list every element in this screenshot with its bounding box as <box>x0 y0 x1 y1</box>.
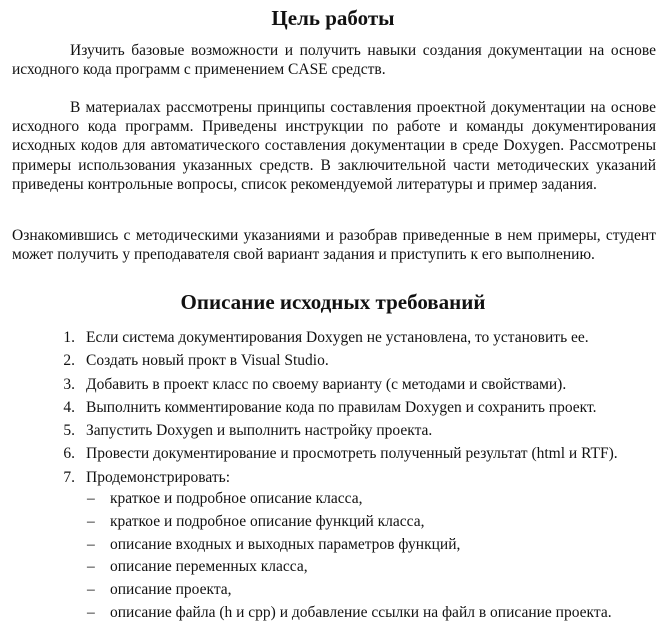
dash-bullet: – <box>87 558 95 576</box>
list-item-text: Если система документирования Doxygen не установлена, то установить ее. <box>86 329 589 346</box>
list-item-number: 4. <box>63 398 75 416</box>
sublist-item-text: описание входных и выходных параметров функций, <box>110 535 461 553</box>
list-item-text: Провести документирование и просмотреть полученный результат (html и RTF). <box>86 445 618 463</box>
list-item-number: 2. <box>63 352 75 370</box>
dash-bullet: – <box>87 490 95 507</box>
list-item <box>0 352 666 375</box>
list-item-number: 1. <box>63 329 75 346</box>
list-item-text: Создать новый прокт в Visual Studio. <box>86 352 329 370</box>
section-title-requirements: Описание исходных требований <box>180 290 486 314</box>
list-item <box>0 422 666 445</box>
list-item-number: 7. <box>63 468 75 486</box>
dash-bullet: – <box>87 512 95 530</box>
sublist-item-text: краткое и подробное описание функций класса, <box>110 512 425 530</box>
sublist-item <box>0 558 666 581</box>
sublist-item <box>0 604 666 627</box>
list-item-text: Продемонстрировать: <box>86 468 230 486</box>
list-item-text: Выполнить комментирование кода по правилам Doxygen и сохранить проект. <box>86 398 597 416</box>
requirements-list <box>0 329 666 492</box>
goal-paragraph: Изучить базовые возможности и получить навыки создания документации на основе исходного кода программ с применением CASE средств. <box>12 42 656 79</box>
dash-bullet: – <box>87 603 95 621</box>
list-item <box>0 445 666 468</box>
dash-bullet: – <box>87 535 95 553</box>
demonstrate-sublist <box>0 490 666 627</box>
sublist-item-text: описание переменных класса, <box>110 558 308 576</box>
sublist-item <box>0 536 666 559</box>
sublist-item <box>0 581 666 604</box>
dash-bullet: – <box>87 581 95 599</box>
list-item-number: 5. <box>63 422 75 440</box>
instructions-paragraph: Ознакомившись с методическими указаниями и разобрав приведенные в нем примеры, студент может получить у преподавателя свой вариант задания и приступить к его выполнению. <box>12 227 656 264</box>
sublist-item <box>0 513 666 536</box>
list-item-number: 6. <box>63 445 75 463</box>
list-item <box>0 399 666 422</box>
list-item <box>0 329 666 352</box>
sublist-item-text: краткое и подробное описание класса, <box>110 490 363 507</box>
list-item <box>0 469 666 492</box>
list-item <box>0 376 666 399</box>
list-item-number: 3. <box>63 375 75 393</box>
list-item-text: Запустить Doxygen и выполнить настройку проекта. <box>86 422 433 440</box>
section-title-goal: Цель работы <box>271 6 395 30</box>
materials-paragraph: В материалах рассмотрены принципы составления проектной документации на основе исходного кода программ. Приведены инструкции по работе и команды документирования исходных кодов для автоматического составления документации в среде Doxygen. Рассмотрены примеры использования указанных средств. В заключительной части методических указаний приведены контрольные вопросы, список рекомендуемой литературы и пример задания. <box>12 99 656 193</box>
list-item-text: Добавить в проект класс по своему варианту (с методами и свойствами). <box>86 375 567 393</box>
sublist-item <box>0 490 666 513</box>
sublist-item-text: описание файла (h и cpp) и добавление ссылки на файл в описание проекта. <box>110 603 612 621</box>
sublist-item-text: описание проекта, <box>110 581 232 599</box>
